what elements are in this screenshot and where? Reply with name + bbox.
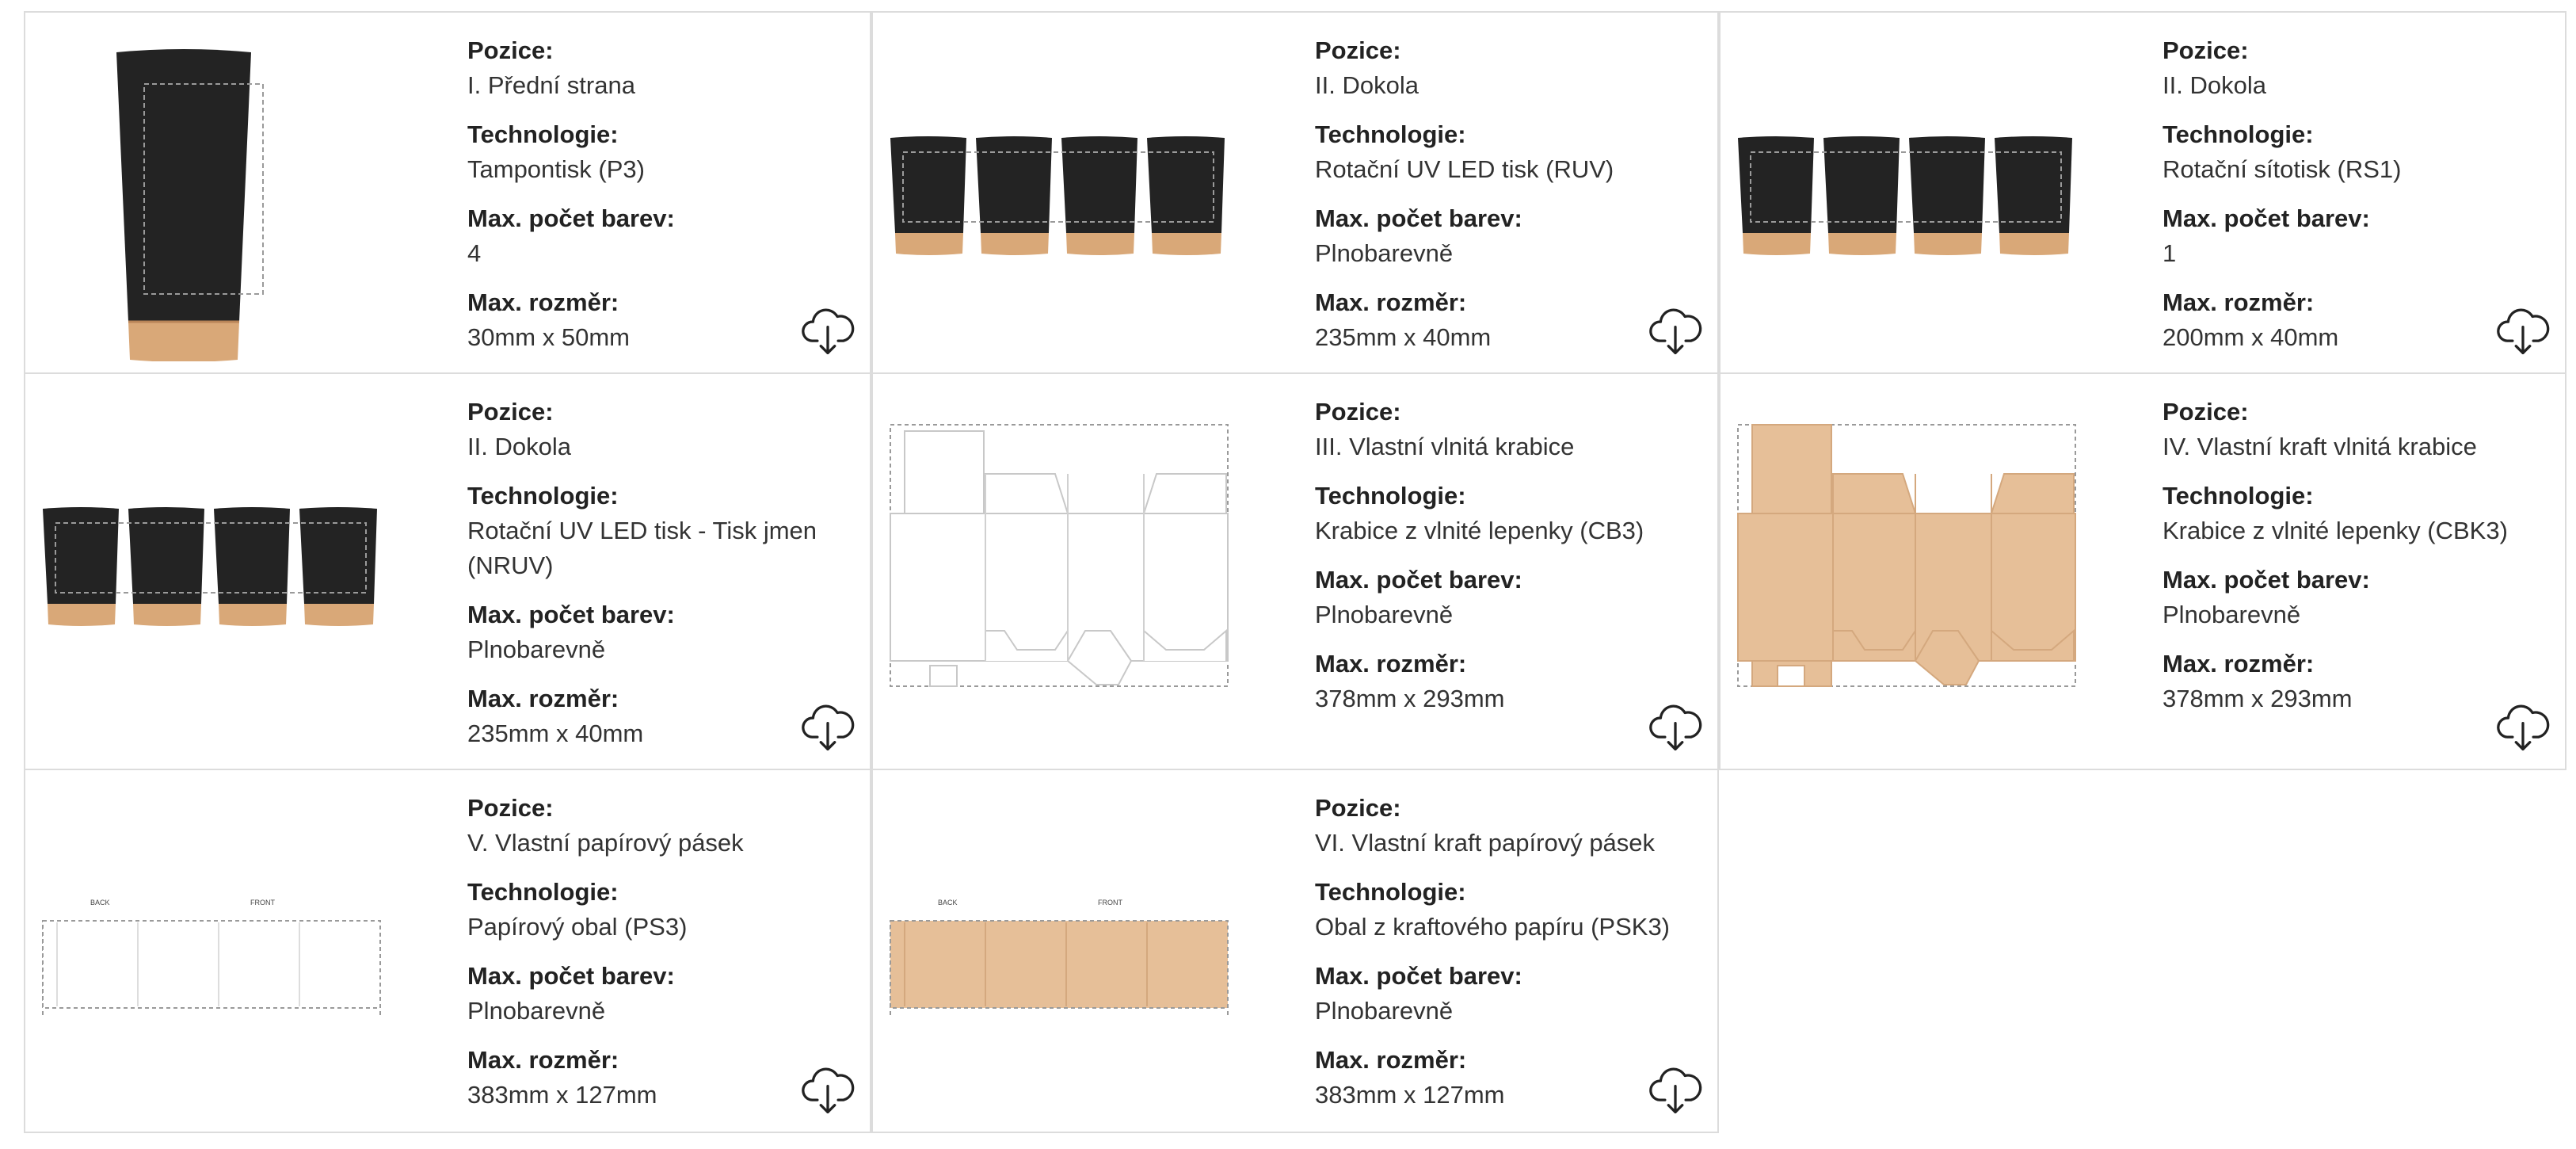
max-size-label: Max. rozměr: [1315,1046,1467,1074]
position-value: II. Dokola [1315,71,1419,99]
technology-label: Technologie: [1315,482,1466,510]
max-size-label: Max. rozměr: [2163,650,2315,678]
paper-sleeve-thumbnail [41,889,382,1016]
max-size-label: Max. rozměr: [1315,650,1467,678]
cloud-download-icon[interactable] [800,1062,855,1117]
card-details [2163,395,2535,731]
card-details [1315,791,1687,1127]
mug-wrap-thumbnail [889,130,1229,273]
print-option-card [871,372,1719,770]
cloud-download-icon[interactable] [1648,303,1703,358]
position-label: Pozice: [467,794,554,822]
cloud-download-icon[interactable] [2495,303,2551,358]
cloud-download-icon[interactable] [1648,1062,1703,1117]
technology-label: Technologie: [467,482,619,510]
max-colors-value: Plnobarevně [467,997,606,1025]
technology-value: Rotační UV LED tisk (RUV) [1315,155,1614,183]
mug-front-thumbnail [41,29,382,361]
technology-value: Obal z kraftového papíru (PSK3) [1315,913,1671,941]
max-colors-label: Max. počet barev: [1315,962,1522,990]
cloud-download-icon[interactable] [800,699,855,754]
print-option-card [1719,11,2566,374]
box-dieline-thumbnail [889,423,1229,689]
max-colors-value: 1 [2163,239,2177,267]
max-size-value: 235mm x 40mm [467,720,644,747]
max-colors-label: Max. počet barev: [467,601,675,628]
max-colors-value: Plnobarevně [2163,601,2301,628]
mug-wrap-thumbnail [41,501,382,643]
sleeve-back-label: BACK [90,899,110,907]
max-size-value: 383mm x 127mm [467,1081,657,1109]
position-label: Pozice: [1315,794,1401,822]
kraft-paper-sleeve-thumbnail [889,889,1229,1016]
sleeve-front-label: FRONT [250,899,275,907]
max-size-label: Max. rozměr: [467,1046,619,1074]
max-colors-label: Max. počet barev: [2163,566,2370,594]
position-label: Pozice: [2163,398,2249,426]
max-size-value: 378mm x 293mm [1315,685,1505,712]
position-label: Pozice: [2163,36,2249,64]
position-value: VI. Vlastní kraft papírový pásek [1315,829,1656,857]
card-details [467,33,840,369]
max-size-label: Max. rozměr: [467,685,619,712]
print-option-card [24,372,871,770]
card-details [467,395,840,765]
max-size-value: 200mm x 40mm [2163,323,2339,351]
position-value: I. Přední strana [467,71,635,99]
card-details [467,791,840,1127]
print-option-card [1719,372,2566,770]
max-size-label: Max. rozměr: [1315,288,1467,316]
technology-value: Papírový obal (PS3) [467,913,688,941]
position-label: Pozice: [467,398,554,426]
position-value: II. Dokola [2163,71,2266,99]
cloud-download-icon[interactable] [2495,699,2551,754]
card-details [1315,33,1687,369]
technology-label: Technologie: [2163,482,2314,510]
position-value: V. Vlastní papírový pásek [467,829,744,857]
position-value: IV. Vlastní kraft vlnitá krabice [2163,433,2477,460]
sleeve-front-label: FRONT [1098,899,1122,907]
technology-value: Rotační sítotisk (RS1) [2163,155,2402,183]
max-size-value: 235mm x 40mm [1315,323,1492,351]
print-option-card [24,11,871,374]
max-size-label: Max. rozměr: [467,288,619,316]
max-colors-value: 4 [467,239,482,267]
print-options-grid [24,11,2574,1133]
position-label: Pozice: [1315,398,1401,426]
technology-label: Technologie: [467,878,619,906]
technology-value: Krabice z vlnité lepenky (CBK3) [2163,517,2508,544]
max-size-label: Max. rozměr: [2163,288,2315,316]
sleeve-back-label: BACK [938,899,958,907]
position-value: III. Vlastní vlnitá krabice [1315,433,1575,460]
technology-label: Technologie: [2163,120,2314,148]
mug-wrap-thumbnail [1736,130,2077,273]
technology-label: Technologie: [1315,878,1466,906]
cloud-download-icon[interactable] [1648,699,1703,754]
technology-value: Krabice z vlnité lepenky (CB3) [1315,517,1644,544]
print-option-card [871,11,1719,374]
technology-value: Tampontisk (P3) [467,155,645,183]
position-label: Pozice: [467,36,554,64]
print-option-card [871,769,1719,1133]
cloud-download-icon[interactable] [800,303,855,358]
kraft-box-dieline-thumbnail [1736,423,2077,689]
max-colors-label: Max. počet barev: [467,962,675,990]
technology-label: Technologie: [467,120,619,148]
max-colors-value: Plnobarevně [1315,239,1454,267]
max-colors-label: Max. počet barev: [2163,204,2370,232]
max-colors-value: Plnobarevně [1315,997,1454,1025]
card-details [1315,395,1687,731]
max-colors-value: Plnobarevně [467,636,606,663]
max-size-value: 378mm x 293mm [2163,685,2353,712]
card-details [2163,33,2535,369]
max-size-value: 383mm x 127mm [1315,1081,1505,1109]
technology-label: Technologie: [1315,120,1466,148]
position-label: Pozice: [1315,36,1401,64]
max-size-value: 30mm x 50mm [467,323,630,351]
max-colors-value: Plnobarevně [1315,601,1454,628]
max-colors-label: Max. počet barev: [467,204,675,232]
max-colors-label: Max. počet barev: [1315,566,1522,594]
technology-value: Rotační UV LED tisk - Tisk jmen (NRUV) [467,517,817,579]
position-value: II. Dokola [467,433,571,460]
print-option-card [24,769,871,1133]
max-colors-label: Max. počet barev: [1315,204,1522,232]
